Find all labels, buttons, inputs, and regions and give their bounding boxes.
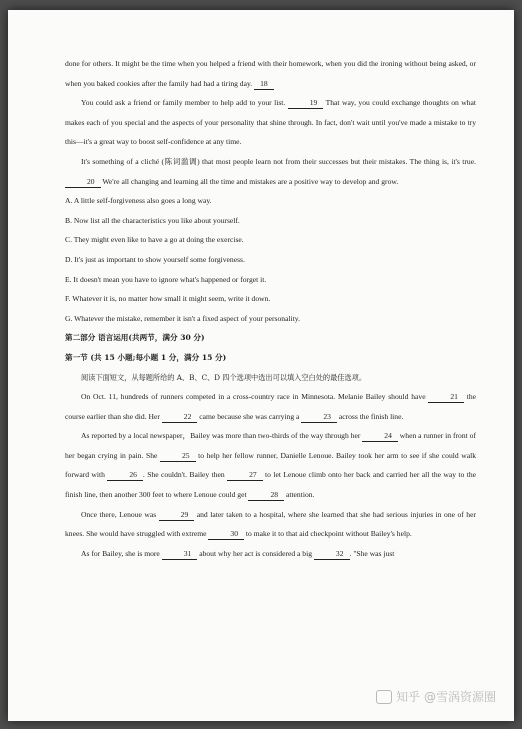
option-d: D. It's just as important to show yourself some forgiveness. [65,254,245,264]
blank-28: 28 [248,490,284,501]
blank-23: 23 [301,412,337,423]
option-c: C. They might even like to have a go at doing the exercise. [65,235,244,245]
section-instruction: 阅读下面短文，从每题所给的 A、B、C、D 四个选项中选出可以填入空白处的最佳选项。 [81,372,367,382]
blank-29: 29 [159,510,195,521]
blank-31: 31 [162,549,198,560]
cloze-paragraph-2: As reported by a local newspaper，Bailey was more than two-thirds of the way through her 24 when a runner in front of her began crying in pain. She 25 to help her fellow runner, Danielle Lenoue. Bailey took her arm to see if she could walk forward with 26 . She couldn't. Bailey then 27 to let Lenoue climb onto her back and carried her all the way to the finish line, then another 300 feet to where Lenoue could get 28 attention. [65,431,477,500]
blank-18: 18 [254,79,274,90]
blank-21: 21 [428,392,464,403]
zhihu-logo-icon [376,690,392,704]
option-b: B. Now list all the characteristics you like about yourself. [65,215,240,225]
blank-25: 25 [160,451,196,462]
cloze-paragraph-3: Once there, Lenoue was 29 and later taken to a hospital, where she learned that she had serious injuries in one of her knees. She would have struggled with extreme 30 to make it to that aid checkpoint without Bailey's help. [65,509,476,539]
watermark: 知乎 @雪涡资源圈 [376,688,496,705]
section-subtitle: 第一节 (共 15 小题;每小题 1 分，满分 15 分) [65,352,227,362]
option-g: G. Whatever the mistake, remember it isn't a fixed aspect of your personality. [65,313,301,323]
blank-26: 26 [107,470,143,481]
page-content [65,54,476,563]
blank-30: 30 [208,529,244,540]
exam-page [8,10,514,721]
passage-paragraph-2: You could ask a friend or family member to help add to your list. 19 That way, you could exchange thoughts on what makes each of you special and the aspects of your personality that shine through. In fact, don't wait until you've made a mistake to try this—it's a great way to boost self-confidence at any time. [65,98,476,147]
blank-22: 22 [162,412,198,423]
blank-19: 19 [288,98,324,109]
blank-32: 32 [314,549,350,560]
blank-20: 20 [65,177,101,188]
passage-paragraph-3: It's something of a cliché (陈词滥调) that most people learn not from their successes but their mistakes. The thing is, it's true. 20 We're all changing and learning all the time and mistakes are a positive way to develop and grow. [65,152,476,191]
passage-paragraph-1: done for others. It might be the time when you helped a friend with their homework, when you did the ironing without being asked, or when you baked cookies after the family had had a tiring day. 18 [65,59,476,88]
blank-24: 24 [362,431,398,442]
cloze-paragraph-1: On Oct. 11, hundreds of runners competed in a cross-country race in Minnesota. Melanie Bailey should have 21 the course earlier than she did. Her 22 came because she was carrying a 23 across the finish line. [65,392,476,421]
blank-27: 27 [227,470,263,481]
option-e: E. It doesn't mean you have to ignore what's happened or forget it. [65,274,267,284]
option-f: F. Whatever it is, no matter how small it might seem, write it down. [65,294,271,304]
option-a: A. A little self-forgiveness also goes a long way. [65,196,212,206]
cloze-paragraph-4: As for Bailey, she is more 31 about why her act is considered a big 32 . "She was just [81,548,395,558]
section-title: 第二部分 语言运用(共两节，满分 30 分) [65,333,205,343]
